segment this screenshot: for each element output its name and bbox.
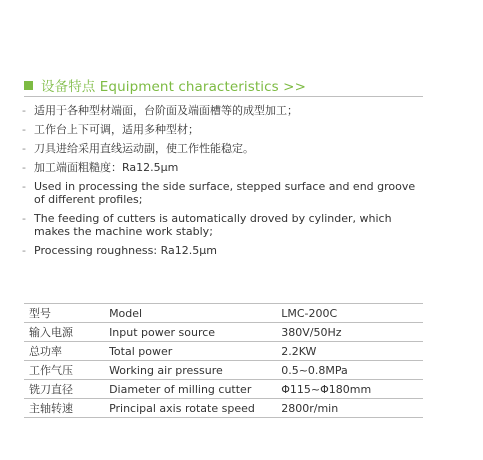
table-row xyxy=(24,361,423,380)
bullet-dash: - xyxy=(22,180,26,193)
bullet-dash: - xyxy=(22,244,26,257)
feature-item xyxy=(22,123,424,136)
spec-value: LMC-200C xyxy=(281,304,423,323)
bullet-dash: - xyxy=(22,142,26,155)
feature-text: The feeding of cutters is automatically droved by cylinder, which makes the machine work stably; xyxy=(34,212,392,238)
spec-name-zh: 工作气压 xyxy=(24,361,109,380)
spec-name-en: Principal axis rotate speed xyxy=(109,399,281,418)
spec-table xyxy=(24,303,423,418)
table-row xyxy=(24,304,423,323)
feature-text: 适用于各种型材端面，台阶面及端面槽等的成型加工； xyxy=(34,104,298,117)
table-row xyxy=(24,380,423,399)
spec-value: 0.5~0.8MPa xyxy=(281,361,423,380)
spec-name-en: Diameter of milling cutter xyxy=(109,380,281,399)
spec-value: Φ115~Φ180mm xyxy=(281,380,423,399)
bullet-dash: - xyxy=(22,104,26,117)
spec-name-zh: 铣刀直径 xyxy=(24,380,109,399)
spec-name-zh: 总功率 xyxy=(24,342,109,361)
spec-name-en: Working air pressure xyxy=(109,361,281,380)
spec-name-zh: 型号 xyxy=(24,304,109,323)
spec-value: 2.2KW xyxy=(281,342,423,361)
spec-name-zh: 主轴转速 xyxy=(24,399,109,418)
spec-value: 380V/50Hz xyxy=(281,323,423,342)
feature-item xyxy=(22,104,424,117)
feature-text: Used in processing the side surface, stepped surface and end groove of different profiles; xyxy=(34,180,416,206)
feature-item xyxy=(22,161,424,174)
table-row xyxy=(24,323,423,342)
feature-item xyxy=(22,244,424,257)
feature-item xyxy=(22,142,424,155)
feature-list xyxy=(22,104,424,263)
feature-item xyxy=(22,180,424,206)
feature-item xyxy=(22,212,424,238)
spec-value: 2800r/min xyxy=(281,399,423,418)
bullet-dash: - xyxy=(22,123,26,136)
spec-name-en: Total power xyxy=(109,342,281,361)
square-bullet-icon xyxy=(24,81,33,90)
section-header xyxy=(24,74,423,97)
table-row xyxy=(24,342,423,361)
feature-text: 工作台上下可调，适用多种型材； xyxy=(34,123,199,136)
feature-text: Processing roughness: Ra12.5μm xyxy=(34,244,217,257)
feature-text: 刀具进给采用直线运动副，使工作性能稳定。 xyxy=(34,142,254,155)
section-title: 设备特点 Equipment characteristics >> xyxy=(41,79,307,95)
table-row xyxy=(24,399,423,418)
spec-name-zh: 输入电源 xyxy=(24,323,109,342)
spec-name-en: Input power source xyxy=(109,323,281,342)
bullet-dash: - xyxy=(22,212,26,225)
spec-name-en: Model xyxy=(109,304,281,323)
feature-text: 加工端面粗糙度：Ra12.5μm xyxy=(34,161,179,174)
bullet-dash: - xyxy=(22,161,26,174)
